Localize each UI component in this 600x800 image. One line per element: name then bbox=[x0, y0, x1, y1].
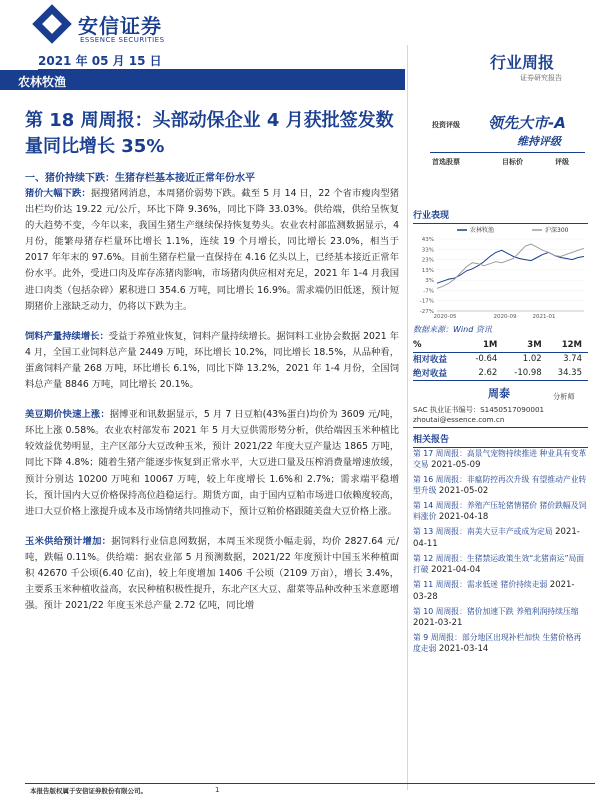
performance-heading: 行业表现 bbox=[413, 208, 588, 224]
page-title: 第 18 周周报：头部动保企业 4 月获批签发数量同比增长 35% bbox=[25, 110, 394, 157]
report-date: 2021 年 05 月 15 日 bbox=[38, 54, 162, 68]
paragraph-body: 据博亚和讯数据显示，5 月 7 日豆粕(43%蛋白)均价为 3609 元/吨，环比上涨 0.58%。农业农村部发布 2021 年 5 月大豆供需形势分析，供给端因玉米种植比较效益优势明显，主产区部分大豆改种玉米，预计 2021/22 年度大豆产量达 1865 万吨，同比下降 4.8%；随着生猪产能逐步恢复到正常水平，大豆进口量及压榨消费量增速放缓，预计分别达 10200 万吨和 10067 万吨，较上年度增长 1.6%和 2.7%；需求端平稳增长，预计国内大豆价格保持高位趋稳运行。期货方面，由于国内豆粕市场进口依赖度较高，进口大豆价格上涨提升成本及市场情绪共同推动下，预计豆粕价格跟随美盘大豆价格上涨。 bbox=[25, 409, 399, 517]
table-header-cell: 3M bbox=[503, 338, 547, 352]
related-title: 第 9 周周报：部分地区出现补栏加快 生猪价格再度走弱 bbox=[413, 633, 582, 653]
analyst-sac: SAC 执业证书编号：S1450517090001 bbox=[413, 405, 545, 414]
related-item[interactable] bbox=[413, 579, 588, 603]
rating-value: 领先大市-A bbox=[488, 114, 566, 132]
paragraph-lead: 猪价大幅下跌： bbox=[25, 188, 91, 199]
paragraph-lead: 玉米供给预计增加： bbox=[25, 535, 112, 547]
y-tick-label: 13% bbox=[421, 267, 434, 274]
table-header-cell: % bbox=[413, 338, 466, 352]
related-item[interactable] bbox=[413, 606, 588, 629]
related-title: 第 10 周周报：猪价加速下跌 养殖利润持续压缩 bbox=[413, 607, 579, 616]
related-date: 2021-03-21 bbox=[413, 618, 463, 628]
related-title: 第 12 周周报：生猪禁运政策生效“北猪南运”局面打破 bbox=[413, 554, 585, 574]
paragraph-lead: 饲料产量持续增长： bbox=[25, 330, 109, 342]
y-tick-label: 33% bbox=[421, 247, 434, 254]
page-number: 1 bbox=[215, 786, 220, 794]
series-line-sector bbox=[437, 250, 584, 283]
sector-bar bbox=[0, 70, 405, 90]
report-type: 行业周报 bbox=[490, 53, 555, 72]
rating-label: 投资评级 bbox=[432, 121, 460, 129]
table-cell: 34.35 bbox=[548, 366, 588, 380]
logo-text-en: ESSENCE SECURITIES bbox=[80, 36, 165, 44]
company-logo bbox=[38, 8, 168, 48]
related-title: 第 17 周周报：高景气宠物持续推进 种业具有变革交易 bbox=[413, 449, 587, 469]
related-date: 2021-04-11 bbox=[413, 527, 580, 549]
x-tick-label: 2020-05 bbox=[433, 314, 457, 320]
series-line-index bbox=[437, 244, 584, 288]
chart-source: 数据来源：Wind 资讯 bbox=[413, 325, 492, 334]
y-tick-label: 43% bbox=[421, 237, 434, 243]
related-title: 第 16 周周报：非瘟防控再次升级 有望推动产业转型升级 bbox=[413, 475, 587, 495]
paragraph-body: 据饲料行业信息网数据，本周玉米现货小幅走弱，均价 2827.64 元/吨，跌幅 0.11%。供给端：据农业部 5 月预测数据，2021/22 年度预计中国玉米种植面积 42670 千公顷(6.40 亿亩)，较上年度增加 1406 千公顷（2109 万亩），增长 3.4%，主要系玉米种植收益高，农民种植积极性提升，东北产区大豆、甜菜等品种改种玉米意愿增强。预计 2021/22 年度玉米总产量 2.72 亿吨，同比增 bbox=[25, 535, 399, 612]
rating-divider bbox=[430, 152, 585, 153]
related-date: 2021-05-09 bbox=[431, 460, 481, 470]
row-label: 相对收益 bbox=[413, 355, 448, 366]
section-heading: 一、猪价持续下跌：生猪存栏基本接近正常年份水平 bbox=[25, 173, 255, 184]
related-date: 2021-04-18 bbox=[438, 512, 489, 522]
analyst-name: 周泰 bbox=[488, 387, 510, 400]
table-cell: -10.98 bbox=[503, 366, 547, 380]
table-header-row bbox=[413, 338, 588, 352]
analyst-role: 分析师 bbox=[553, 392, 575, 401]
footer-disclaimer: 本报告版权属于安信证券股份有限公司。 bbox=[30, 787, 147, 795]
date-bar bbox=[0, 50, 405, 70]
related-date: 2021-05-02 bbox=[438, 486, 489, 496]
x-tick-label: 2020-09 bbox=[493, 314, 517, 320]
main-content bbox=[25, 169, 399, 614]
y-tick-label: 3% bbox=[425, 278, 434, 285]
paragraph-soybean bbox=[25, 407, 399, 520]
related-heading: 相关报告 bbox=[413, 432, 588, 448]
table-cell: -0.64 bbox=[475, 354, 498, 365]
paragraph-body: 受益于养殖业恢复，饲料产量持续增长。据饲料工业协会数据 2021 年 4 月，全国工业饲料总产量 2449 万吨，环比增长 10.2%，同比增长 18.5%，从品种看，蛋禽饲料产量 268 万吨，环比增长 6.1%，同比下降 13.2%，2021 年 1-4 月份，全国饲料总产量 8846 万吨，同比增长 20.1%。 bbox=[25, 330, 399, 391]
related-list bbox=[413, 448, 588, 658]
row-label: 绝对收益 bbox=[413, 366, 466, 380]
stock-rating-label: 评级 bbox=[555, 158, 569, 166]
related-item[interactable] bbox=[413, 448, 588, 471]
paragraph-body: 据搜猪网消息，本周猪价弱势下跌。截至 5 月 14 日，22 个省市瘦肉型猪出栏均价达 19.22 元/公斤，环比下降 9.36%，同比下降 33.03%。供给端，供给呈恢复的大趋势不变，今年以来，我国生猪生产继续保持恢复势头。农业农村部监测数据显示，4 月份，能繁母猪存栏量环比增长 1.1%，连续 19 个月增长，同比增长 23.0%，相当于 2017 年年末的 97.6%。目前生猪存栏量一直保持在 4.16 亿头以上，已经基本接近正常年份水平。此外，受进口肉及库存冻猪肉影响，市场猪肉供应相对充足，2021 年 1-4 月我国进口肉类（包括杂碎）累积进口 354.6 万吨，同比增长 16.9%。需求端仍旧低迷，预计短期猪价上涨缺乏动力，仍将以下跌为主。 bbox=[25, 188, 399, 312]
legend-label: 农林牧渔 bbox=[470, 227, 495, 234]
table-header-cell: 12M bbox=[548, 338, 588, 352]
column-divider bbox=[407, 45, 408, 790]
related-item[interactable] bbox=[413, 474, 588, 497]
table-header-cell: 1M bbox=[466, 338, 503, 352]
table-cell: 3.74 bbox=[563, 354, 582, 365]
performance-table bbox=[413, 338, 588, 381]
analyst-email[interactable]: zhoutai@essence.com.cn bbox=[413, 415, 505, 424]
x-tick-label: 2021-01 bbox=[532, 314, 556, 320]
related-title: 第 11 周周报：需求低迷 猪价持续走弱 bbox=[413, 580, 548, 589]
related-item[interactable] bbox=[413, 632, 588, 655]
footer-divider bbox=[25, 783, 595, 784]
related-item[interactable] bbox=[413, 500, 588, 523]
y-tick-label: 23% bbox=[421, 257, 434, 264]
paragraph-corn bbox=[25, 534, 399, 614]
y-tick-label: -27% bbox=[419, 309, 434, 315]
performance-chart bbox=[413, 223, 588, 323]
rating-note: 维持评级 bbox=[517, 135, 561, 148]
analyst-divider bbox=[413, 427, 588, 428]
table-cell: 2.62 bbox=[466, 366, 503, 380]
report-subtitle: 证券研究报告 bbox=[520, 74, 562, 82]
table-row bbox=[413, 366, 588, 380]
related-title: 第 14 周周报：养殖产压轮猪情猪价 猪价跌幅及饲料涨价 bbox=[413, 501, 587, 521]
target-price-label: 目标价 bbox=[502, 158, 523, 166]
related-item[interactable] bbox=[413, 526, 588, 550]
paragraph-lead: 美豆期价快速上涨： bbox=[25, 409, 110, 421]
logo-mark bbox=[32, 4, 72, 44]
legend-label: 沪深300 bbox=[545, 227, 569, 234]
logo-text-cn: 安信证券 bbox=[78, 14, 162, 38]
related-item[interactable] bbox=[413, 553, 588, 576]
y-tick-label: -17% bbox=[419, 298, 434, 305]
related-date: 2021-03-28 bbox=[413, 580, 575, 602]
related-date: 2021-03-14 bbox=[438, 644, 489, 654]
paragraph-feed bbox=[25, 329, 399, 393]
sector-name: 农林牧渔 bbox=[18, 75, 67, 89]
table-cell: 1.02 bbox=[522, 354, 542, 365]
related-title: 第 13 周周报：南美大豆丰产或成为定局 bbox=[413, 527, 553, 536]
stock-pick-label: 首选股票 bbox=[432, 158, 460, 166]
related-date: 2021-04-04 bbox=[431, 565, 481, 575]
y-tick-label: -7% bbox=[423, 288, 434, 295]
table-row bbox=[413, 352, 588, 366]
paragraph-pig-price bbox=[25, 186, 399, 315]
